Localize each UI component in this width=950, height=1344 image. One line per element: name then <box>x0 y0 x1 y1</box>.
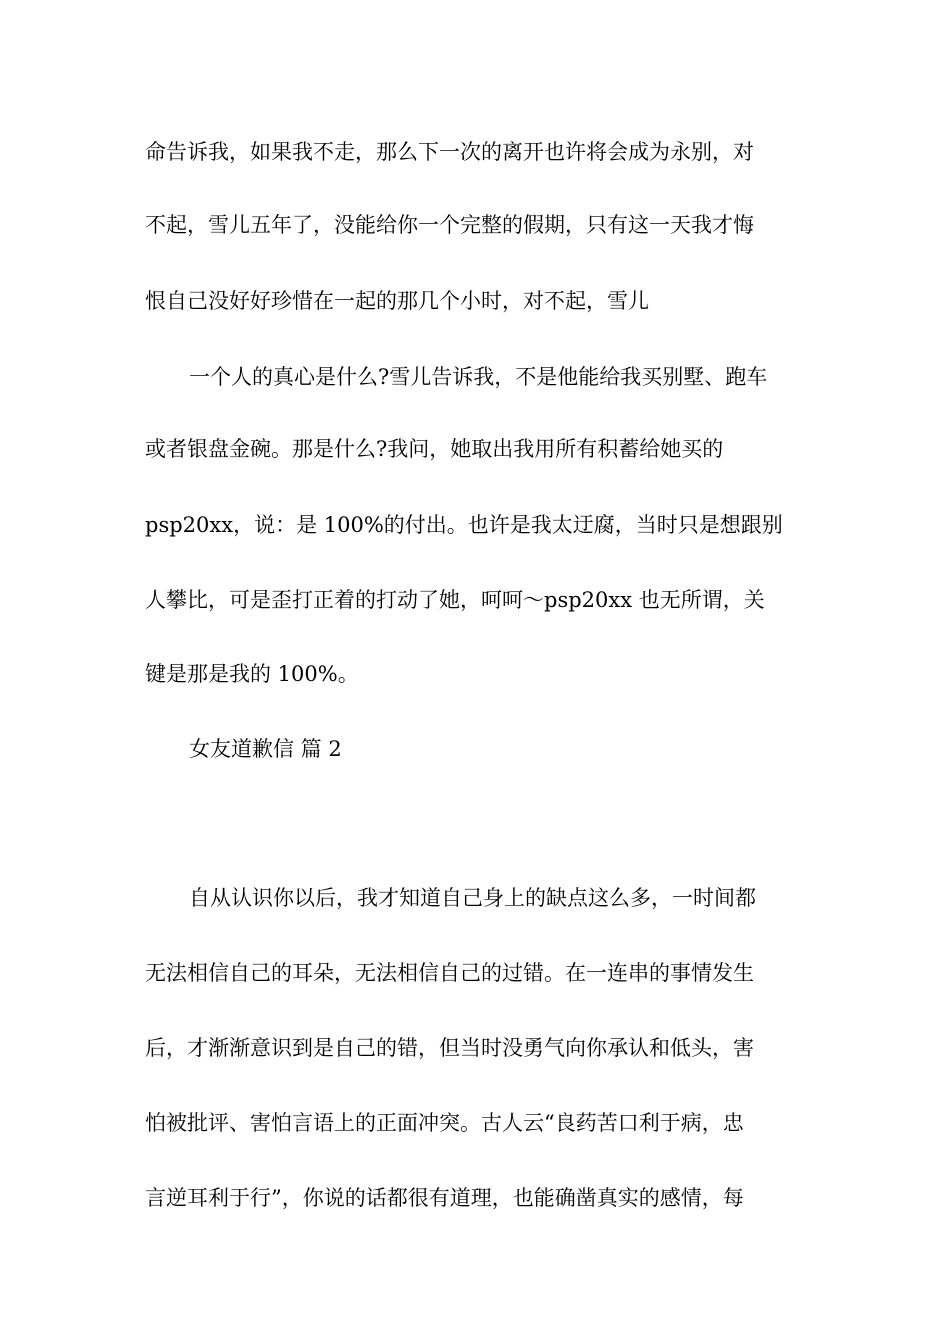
paragraph-line: 自从认识你以后，我才知道自己身上的缺点这么多，一时间都 <box>189 886 756 910</box>
paragraph-line: psp20xx，说：是 100%的付出。也许是我太迂腐，当时只是想跟别 <box>145 513 783 537</box>
paragraph-line: 无法相信自己的耳朵，无法相信自己的过错。在一连串的事情发生 <box>145 961 754 985</box>
paragraph-line: 不起，雪儿五年了，没能给你一个完整的假期，只有这一天我才悔 <box>145 213 754 237</box>
paragraph-line: 怕被批评、害怕言语上的正面冲突。古人云“良药苦口利于病，忠 <box>145 1111 744 1135</box>
paragraph-line: 键是那是我的 100%。 <box>145 662 359 686</box>
paragraph-line: 或者银盘金碗。那是什么?我问，她取出我用所有积蓄给她买的 <box>145 437 724 461</box>
paragraph-line: 言逆耳利于行”，你说的话都很有道理，也能确凿真实的感情，每 <box>145 1186 744 1210</box>
paragraph-line: 后，才渐渐意识到是自己的错，但当时没勇气向你承认和低头，害 <box>145 1036 754 1060</box>
paragraph-line: 人攀比，可是歪打正着的打动了她，呵呵～psp20xx 也无所谓，关 <box>145 588 765 612</box>
paragraph-line: 一个人的真心是什么?雪儿告诉我，不是他能给我买别墅、跑车 <box>189 365 768 389</box>
section-heading: 女友道歉信 篇 2 <box>189 737 342 761</box>
paragraph-line: 命告诉我，如果我不走，那么下一次的离开也许将会成为永别，对 <box>145 140 754 164</box>
paragraph-line: 恨自己没好好珍惜在一起的那几个小时，对不起，雪儿 <box>145 289 649 313</box>
